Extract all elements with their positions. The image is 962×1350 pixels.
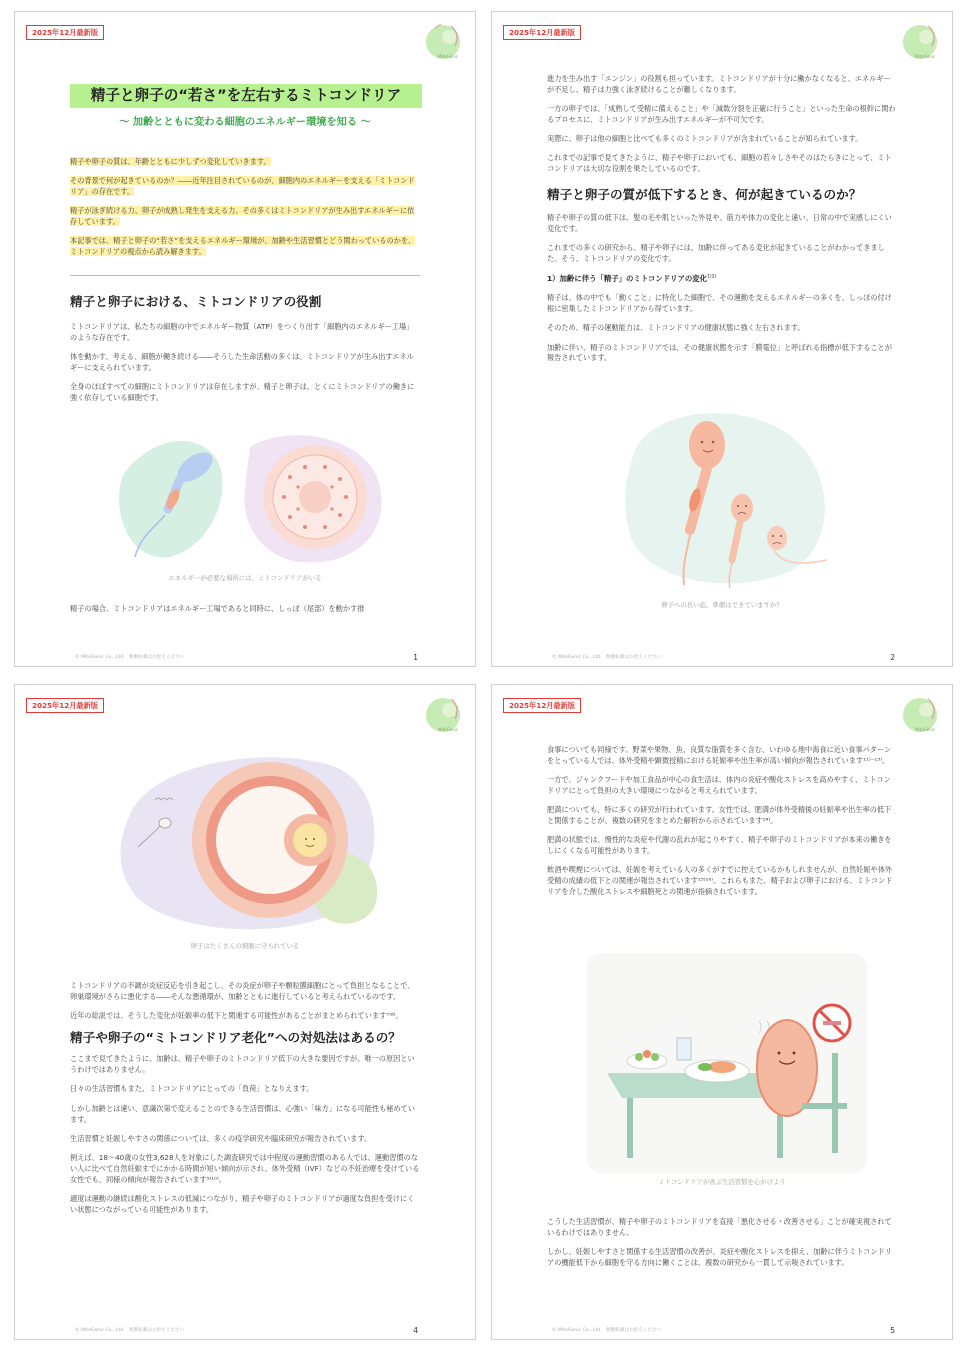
page-4 [491,684,953,1340]
body-paragraph: 実際に、卵子は他の細胞と比べても多くのミトコンドリアが含まれていることが知られています。 [547,134,863,144]
section-heading: 精子と卵子における、ミトコンドリアの役割 [70,294,322,309]
body-paragraph: 一方で、ジャンクフードや加工食品が中心の食生活は、体内の炎症や酸化ストレスを高めやすく、ミトコンドリアにとって負担の大きい環境につながると考えられています。 [547,775,891,795]
aging-sperm-illustration [612,400,852,590]
body-paragraph: 日々の生活習慣もまた、ミトコンドリアにとっての「負荷」となりえます。 [70,1084,314,1094]
logo-text: MitoGenic [438,54,458,59]
section-heading: 精子や卵子の“ミトコンドリア老化”への対処法はあるの？ [70,1030,401,1046]
figure-caption: 卵子はたくさんの細胞に守られている [190,942,300,950]
content-top [547,74,897,373]
page-1 [14,11,476,667]
body-paragraph: しかし加齢とは違い、意識次第で変えることのできる生活習慣は、心強い「味方」になる可能性も秘めています。 [70,1103,416,1124]
footer-copyright: © MitoGenic Co., Ltd. 無断転載はお控えください [552,1328,662,1333]
body-paragraph: 肥満についても、特に多くの研究が行われています。女性では、肥満が体外受精後の妊娠率や出生率の低下と関係することが、複数の研究をまとめた解析から示されています¹⁴⁾。 [547,805,892,825]
mitogenic-logo-icon [421,693,465,739]
content-top [547,745,897,906]
page-3 [14,684,476,1340]
body-paragraph: 精子や卵子の質の低下は、髪の毛や肌といった外見や、筋力や体力の変化と違い、日常の中で実感しにくい変化です。 [547,213,892,233]
page-number: 4 [413,1326,418,1335]
logo-text: MitoGenic [915,54,935,59]
body-paragraph: 精子は、体の中でも「動くこと」に特化した細胞で、その運動を支えるエネルギーの多くを、しっぽの付け根に密集したミトコンドリアから得ています。 [547,293,892,314]
page-title: 精子と卵子の“若さ”を左右するミトコンドリア [70,84,422,108]
body-paragraph: 飲酒や喫煙については、妊娠を考えている人の多くがすでに控えているかもしれませんが、自然妊娠や体外受精の成績の低下との関連が報告されています¹⁵⁾¹⁶⁾。これらもまた、精子および卵子における、ミトコンドリアを介した酸化ストレスや細胞死との関連が指摘されています。 [547,865,893,896]
body-paragraph: 体を動かす、考える、細胞が働き続ける――そうした生命活動の多くは、ミトコンドリアが生み出すエネルギーに支えられています。 [70,352,414,372]
intro-paragraph: その背景で何が起きているのか？――近年注目されているのが、細胞内のエネルギーを支える「ミトコンドリア」の存在です。 [70,176,415,197]
subsection-title: 1）加齢に伴う「精子」のミトコンドリアの変化 [547,274,708,284]
body-paragraph: こうした生活習慣が、精子や卵子のミトコンドリアを直接「悪化させる・改善させる」ことが確実視されているわけではありません。 [547,1217,892,1237]
footer-copyright: © MitoGenic Co., Ltd. 無断転載はお控えください [75,1328,185,1333]
body-paragraph: 生活習慣と妊娠しやすさの関係については、多くの疫学研究や臨床研究が報告されています。 [70,1133,372,1143]
intro-paragraph: 本記事では、精子と卵子の“若さ”を支えるエネルギー環境が、加齢や生活習慣とどう関わっているのかを、ミトコンドリアの視点から読み解きます。 [70,236,416,257]
edition-badge: 2025年12月最新版 [26,25,104,40]
edition-badge: 2025年12月最新版 [503,25,581,40]
sperm-and-egg-illustration [110,427,390,567]
egg-follicle-illustration [110,745,390,935]
intro-block [70,157,420,267]
body-paragraph: 一方の卵子では、「成熟して受精に備えること」や「減数分裂を正確に行うこと」といった生命の根幹に関わるプロセスに、ミトコンドリアが生み出すエネルギーが不可欠です。 [547,104,896,124]
page-number: 1 [413,653,418,662]
divider [70,275,420,276]
healthy-lifestyle-illustration [587,953,867,1173]
section-heading: 精子と卵子の質が低下するとき、何が起きているのか？ [547,187,862,203]
page-subtitle: 〜 加齢とともに変わる細胞のエネルギー環境を知る 〜 [119,117,371,128]
intro-paragraph: 精子や卵子の質は、年齢とともに少しずつ変化していきます。 [70,157,271,166]
body-paragraph: しかし、妊娠しやすさと関係する生活習慣の改善が、炎症や酸化ストレスを抑え、加齢に伴うミトコンドリアの機能低下から細胞を守る方向に働くことは、複数の研究から一貫して示唆されています。 [547,1247,892,1267]
body-paragraph: 精子の場合、ミトコンドリアはエネルギー工場であると同時に、しっぽ（尾部）を動かす推 [70,604,365,613]
edition-badge: 2025年12月最新版 [503,698,581,713]
body-paragraph: ここまで見てきたように、加齢は、精子や卵子のミトコンドリア低下の大きな要因ですが、唯一の原因というわけではありません。 [70,1054,415,1075]
edition-badge: 2025年12月最新版 [26,698,104,713]
footer-copyright: © MitoGenic Co., Ltd. 無断転載はお控えください [75,655,185,660]
body-paragraph: 進力を生み出す「エンジン」の役割も担っています。ミトコンドリアが十分に働かなくなると、エネルギーが不足し、精子は力強く泳ぎ続けることが難しくなります。 [547,74,891,94]
mitogenic-logo-icon [898,693,942,739]
page-number: 5 [890,1326,895,1335]
page-number: 2 [890,653,895,662]
body-paragraph: ミトコンドリアは、私たちの細胞の中でエネルギー物質（ATP）をつくり出す「細胞内のエネルギー工場」のような存在です。 [70,322,414,342]
body-paragraph: これまでの記事で見てきたように、精子や卵子においても、細胞の若々しさやそのはたらきにとって、ミトコンドリアは大切な役割を果たしているのです。 [547,153,892,174]
subsection-heading [547,273,897,284]
figure-caption: 卵子への長い旅。準備はできていますか？ [661,601,783,609]
body-paragraph: 食事についても同様です。野菜や果物、魚、良質な脂質を多く含む、いわゆる地中海食に近い食事パターンをとっている人では、体外受精や顕微授精における妊娠率や出生率が高い傾向が報告されています¹¹⁾⁻¹³⁾。 [547,745,892,765]
body-paragraph: 全身のほぼすべての細胞にミトコンドリアは存在しますが、精子と卵子は、とくにミトコンドリアの働きに強く依存している細胞です。 [70,382,415,402]
body-paragraph: 加齢に伴い、精子のミトコンドリアでは、その健康状態を示す「膜電位」と呼ばれる指標が低下することが報告されています。 [547,342,892,363]
body-paragraph: 適度は運動の継続は酸化ストレスの低減につながり、精子や卵子のミトコンドリアが過度な負担を受けにくい状態につながっている可能性があります。 [70,1194,415,1214]
body-paragraph: 近年の総説では、そうした変化が妊娠率の低下と関連する可能性があることがまとめられています⁷⁾⁸⁾。 [70,1011,403,1021]
body-paragraph: そのため、精子の運動能力は、ミトコンドリアの健康状態に強く左右されます。 [547,323,805,333]
content-main [70,981,420,1224]
body-paragraph: これまでの多くの研究から、精子や卵子には、加齢に伴ってある変化が起きていることがわかってきました。そう、ミトコンドリアの変化です。 [547,243,885,263]
figure-caption: エネルギーが必要な場所には、ミトコンドリアがいる [168,574,322,582]
intro-paragraph: 精子が泳ぎ続ける力、卵子が成熟し発生を支える力。その多くはミトコンドリアが生み出すエネルギーに依存しています。 [70,206,415,227]
body-paragraph: ミトコンドリアの不調が炎症反応を引き起こし、その炎症が卵子や顆粒膜細胞にとって負担となることで、卵巣環境がさらに悪化する――そんな悪循環が、加齢とともに進行していると考えられているのです。 [70,981,415,1001]
logo-text: MitoGenic [915,727,935,732]
content-bottom [547,1217,897,1277]
body-paragraph: 例えば、18〜40歳の女性3,628人を対象にした調査研究では中程度の運動習慣のある人では、運動習慣のない人に比べて自然妊娠までにかかる時間が短い傾向が示され、体外受精（IVF）などの不妊治療を受けている女性でも、同様の傾向が報告されています⁹⁾¹⁰⁾。 [70,1153,420,1184]
mitogenic-logo-icon [898,20,942,66]
page-2 [491,11,953,667]
figure-caption: ミトコンドリアが喜ぶ生活習慣を心がけよう [658,1178,786,1186]
logo-text: MitoGenic [438,727,458,732]
body-paragraph: 肥満の状態では、慢性的な炎症や代謝の乱れが起こりやすく、精子や卵子のミトコンドリアが本来の働きをしにくくなる可能性があります。 [547,835,892,856]
mitogenic-logo-icon [421,20,465,66]
footer-copyright: © MitoGenic Co., Ltd. 無断転載はお控えください [552,655,662,660]
section-role [70,294,420,412]
reference-mark: 1)2) [707,274,717,280]
